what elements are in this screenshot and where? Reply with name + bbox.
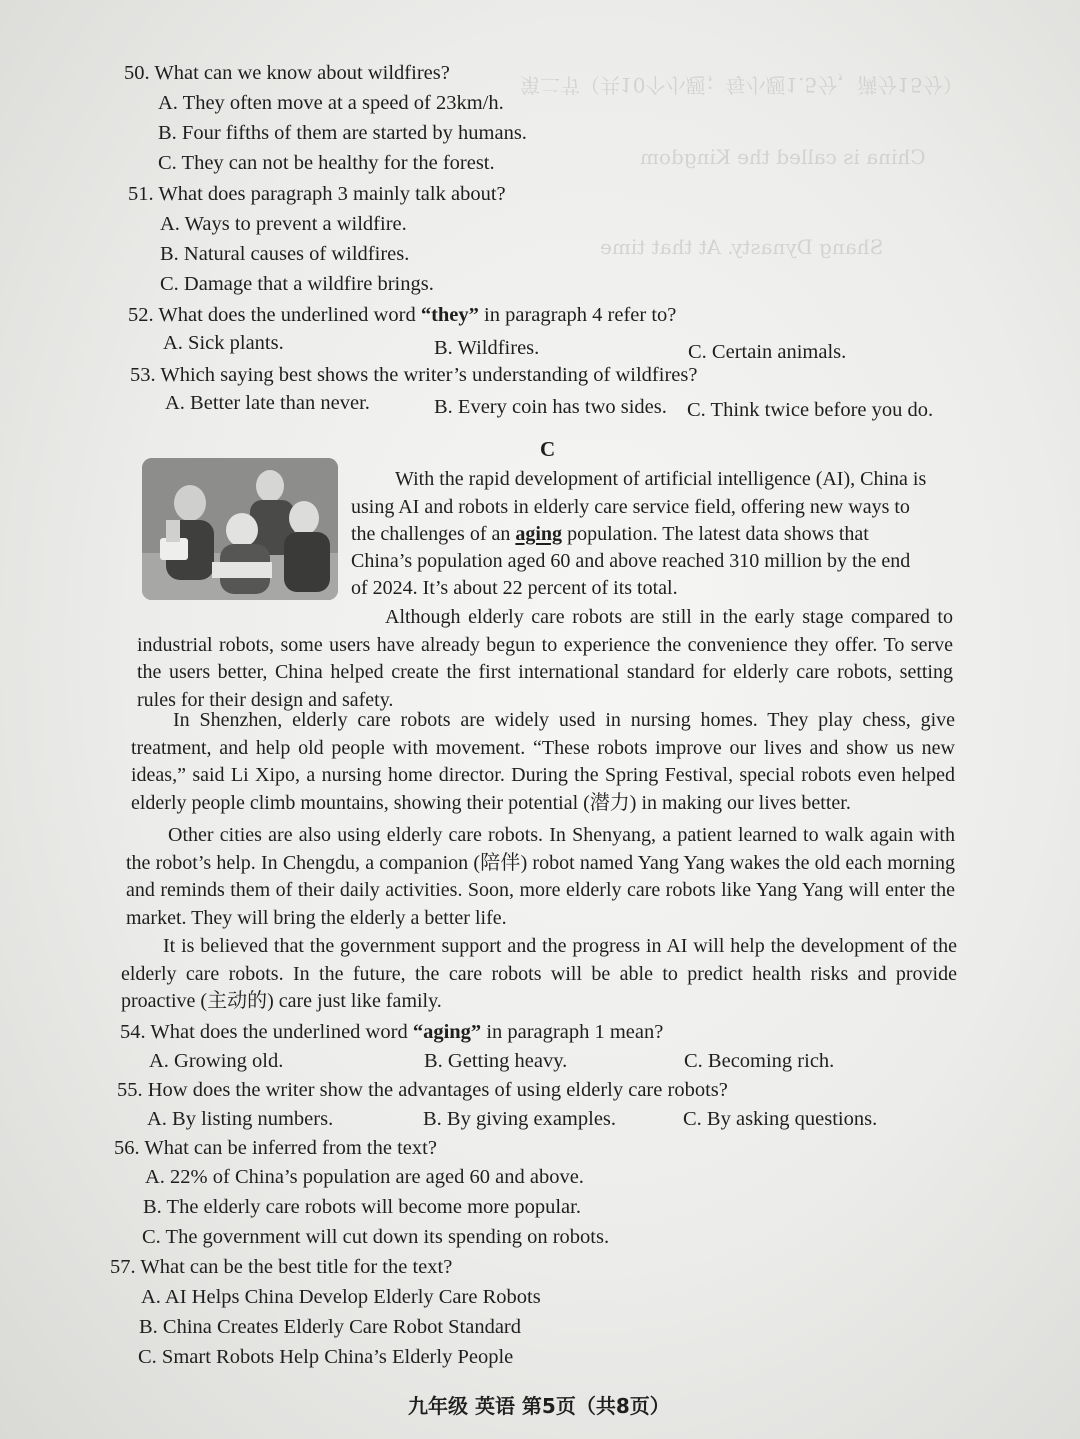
bleed-through-text: 第二节（共10个小题；每小题1.5分，满分15分） bbox=[520, 73, 963, 97]
question-53-option-c[interactable]: C. Think twice before you do. bbox=[687, 399, 934, 421]
bleed-through-text: Shang Dynasty. At that time bbox=[600, 235, 884, 259]
question-54-stem-start: 54. What does the underlined word bbox=[120, 1021, 413, 1043]
question-51-option-b[interactable]: B. Natural causes of wildfires. bbox=[160, 243, 410, 265]
passage-p1-line2: using AI and robots in elderly care service field, offering new ways to bbox=[351, 496, 910, 518]
passage-p1-line1: With the rapid development of artificial intelligence (AI), China is bbox=[395, 468, 927, 490]
question-54-option-a[interactable]: A. Growing old. bbox=[149, 1050, 284, 1072]
question-54-keyword: “aging” bbox=[412, 1021, 482, 1043]
question-51-stem: 51. What does paragraph 3 mainly talk about? bbox=[128, 183, 506, 205]
page-footer: 九年级 英语 第5页（共8页） bbox=[408, 1394, 670, 1418]
question-50-stem: 50. What can we know about wildfires? bbox=[124, 62, 450, 84]
question-50-option-b[interactable]: B. Four fifths of them are started by humans. bbox=[158, 122, 527, 144]
question-55-option-c[interactable]: C. By asking questions. bbox=[683, 1108, 878, 1130]
question-52-stem-end: in paragraph 4 refer to? bbox=[478, 304, 677, 326]
question-55-option-b[interactable]: B. By giving examples. bbox=[423, 1108, 617, 1130]
question-57-option-b[interactable]: B. China Creates Elderly Care Robot Standard bbox=[139, 1316, 522, 1338]
question-50-option-c[interactable]: C. They can not be healthy for the forest. bbox=[158, 152, 495, 174]
question-54-stem-end: in paragraph 1 mean? bbox=[481, 1021, 664, 1043]
passage-paragraph-5: It is believed that the government support and the progress in AI will help the development of the elderly care robots. In the future, the care robots will be able to predict health risks and provide proactive (主动的) care just like family. bbox=[121, 935, 957, 1012]
p1-line3-start: the challenges of an bbox=[351, 523, 516, 545]
passage-p1-line5: of 2024. It’s about 22 percent of its total. bbox=[351, 577, 678, 599]
question-56-option-a[interactable]: A. 22% of China’s population are aged 60 and above. bbox=[145, 1166, 584, 1188]
question-57-stem: 57. What can be the best title for the text? bbox=[110, 1256, 453, 1278]
photo-illustration bbox=[142, 458, 338, 600]
passage-p1-line4: China’s population aged 60 and above reached 310 million by the end bbox=[351, 550, 911, 572]
question-56-stem: 56. What can be inferred from the text? bbox=[114, 1137, 437, 1159]
bleed-through-text: China is called the Kingdom bbox=[640, 145, 926, 169]
question-52-option-b[interactable]: B. Wildfires. bbox=[434, 337, 540, 359]
passage-label: C bbox=[540, 437, 556, 461]
passage-paragraph-2: Although elderly care robots are still in the early stage compared to industrial robots, some users have already begun to experience the convenience they offer. To serve the users better, China helped create the first international standard for elderly care robots, setting rules for their design and safety. bbox=[137, 606, 953, 711]
underlined-word-aging: aging bbox=[515, 523, 563, 545]
question-52-keyword: “they” bbox=[420, 304, 479, 326]
question-56-option-b[interactable]: B. The elderly care robots will become more popular. bbox=[143, 1196, 581, 1218]
question-55-option-a[interactable]: A. By listing numbers. bbox=[147, 1108, 334, 1130]
question-52-stem-start: 52. What does the underlined word bbox=[128, 304, 421, 326]
question-54-option-b[interactable]: B. Getting heavy. bbox=[424, 1050, 568, 1072]
question-53-stem: 53. Which saying best shows the writer’s understanding of wildfires? bbox=[130, 364, 698, 386]
question-52-option-a[interactable]: A. Sick plants. bbox=[163, 332, 284, 354]
question-54-stem bbox=[120, 1019, 663, 1045]
question-52-stem bbox=[128, 302, 676, 328]
question-57-option-c[interactable]: C. Smart Robots Help China’s Elderly People bbox=[138, 1346, 514, 1368]
elderly-robot-photo bbox=[142, 458, 338, 600]
question-57-option-a[interactable]: A. AI Helps China Develop Elderly Care Robots bbox=[141, 1286, 541, 1308]
question-52-option-c[interactable]: C. Certain animals. bbox=[688, 341, 847, 363]
question-54-option-c[interactable]: C. Becoming rich. bbox=[684, 1050, 835, 1072]
passage-paragraph-3: In Shenzhen, elderly care robots are widely used in nursing homes. They play chess, give treatment, and help old people with movement. “These robots improve our lives and show us new ideas,” said Li Xipo, a nursing home director. During the Spring Festival, special robots even helped elderly people climb mountains, showing their potential (潜力) in making our lives better. bbox=[131, 709, 955, 814]
question-51-option-a[interactable]: A. Ways to prevent a wildfire. bbox=[160, 213, 407, 235]
question-50-option-a[interactable]: A. They often move at a speed of 23km/h. bbox=[158, 92, 504, 114]
question-51-option-c[interactable]: C. Damage that a wildfire brings. bbox=[160, 273, 434, 295]
passage-p1-line3 bbox=[351, 521, 869, 547]
question-56-option-c[interactable]: C. The government will cut down its spending on robots. bbox=[142, 1226, 610, 1248]
passage-paragraph-4: Other cities are also using elderly care robots. In Shenyang, a patient learned to walk again with the robot’s help. In Chengdu, a companion (陪伴) robot named Yang Yang wakes the old each morning and reminds them of their daily activities. Soon, more elderly care robots like Yang Yang will enter the market. They will bring the elderly a better life. bbox=[126, 824, 955, 929]
question-55-stem: 55. How does the writer show the advantages of using elderly care robots? bbox=[117, 1079, 728, 1101]
question-53-option-a[interactable]: A. Better late than never. bbox=[165, 392, 370, 414]
p1-line3-end: population. The latest data shows that bbox=[562, 523, 869, 545]
question-53-option-b[interactable]: B. Every coin has two sides. bbox=[434, 396, 667, 418]
